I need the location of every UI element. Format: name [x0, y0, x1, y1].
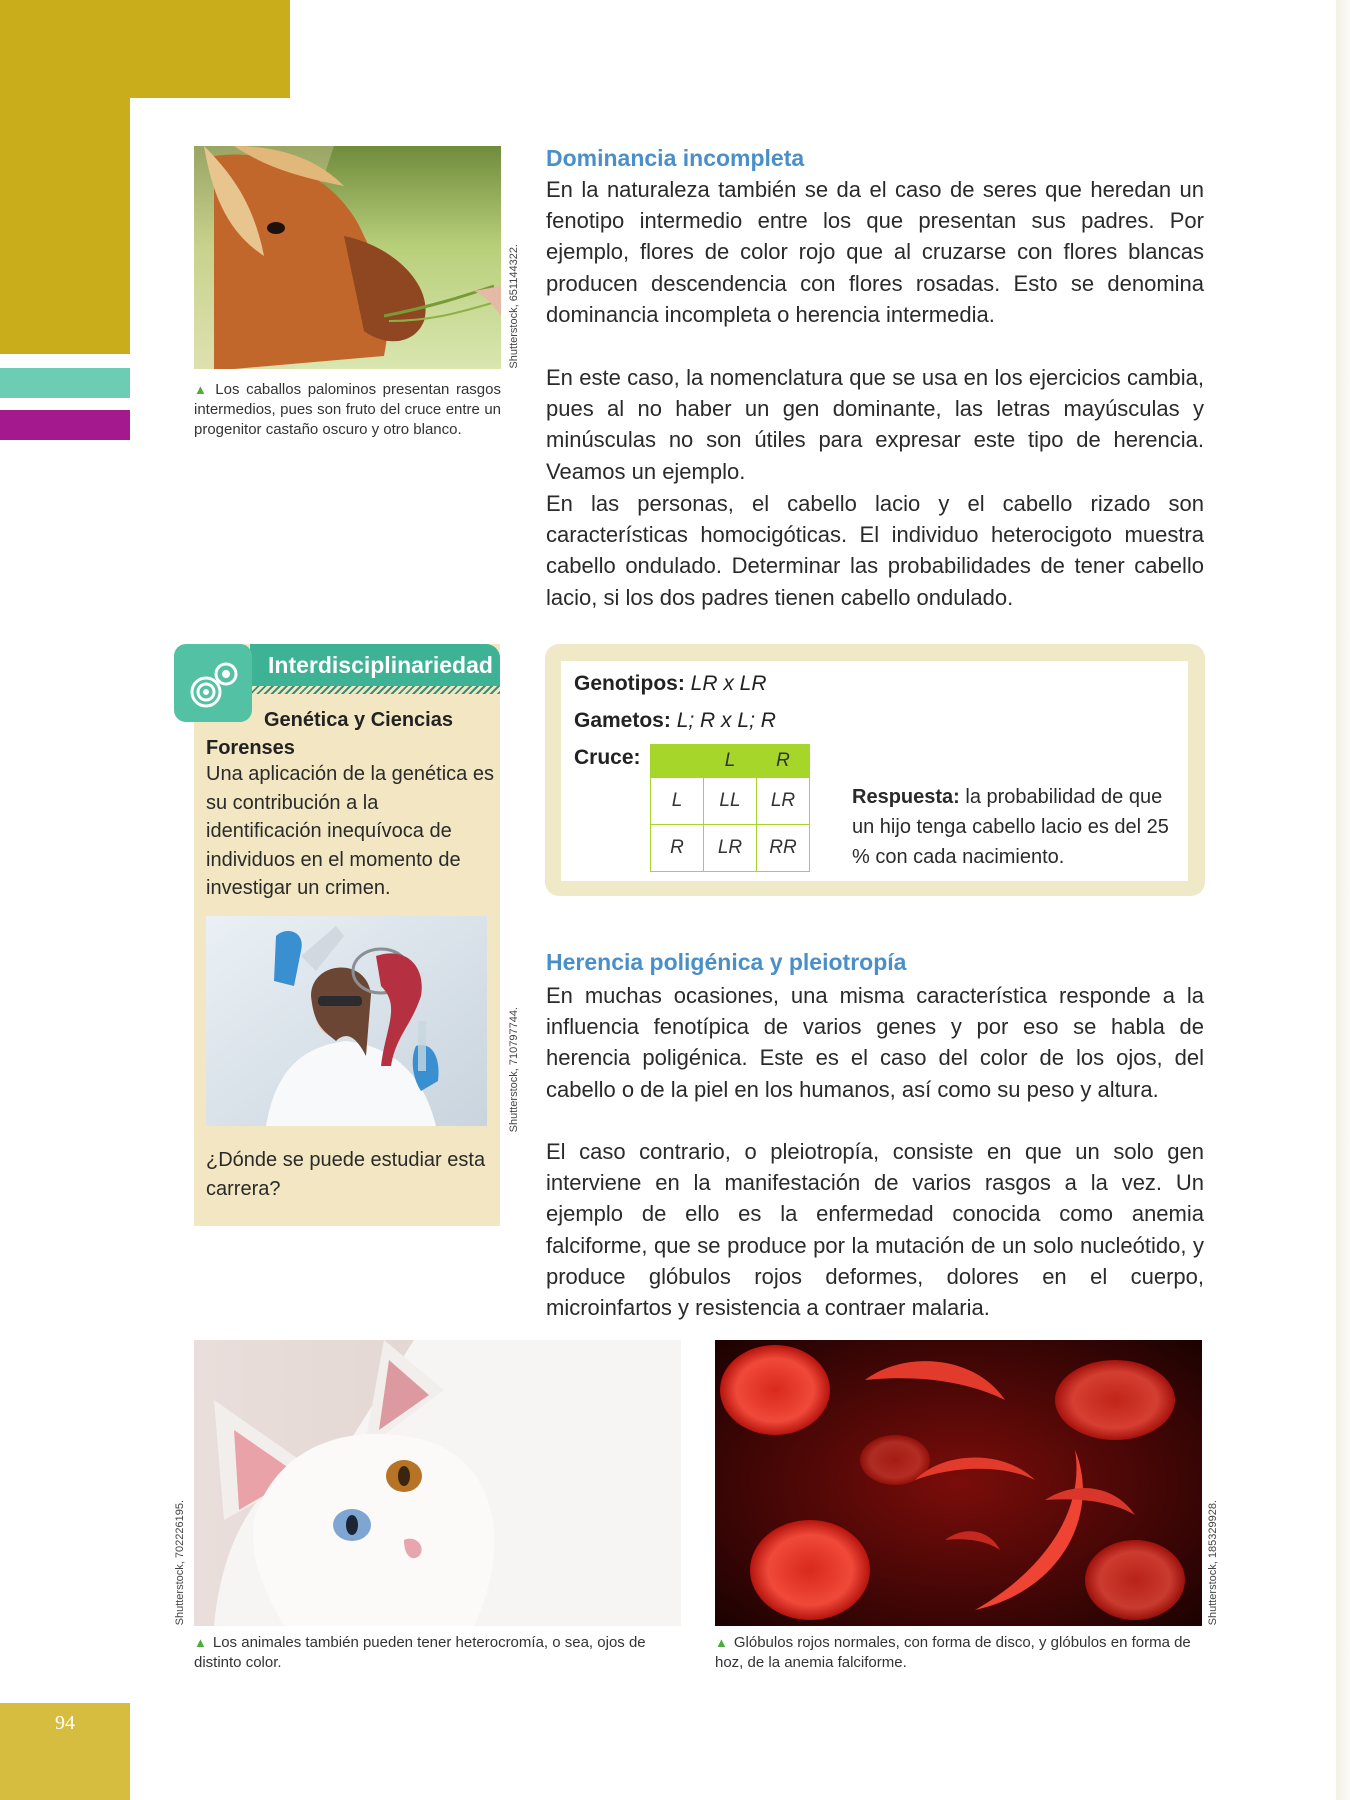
section-heading-poligenica: Herencia poligénica y pleiotropía — [546, 949, 907, 975]
cruce-label: Cruce: — [574, 746, 641, 769]
punnett-header-cell: L — [704, 745, 757, 778]
paragraph-dominancia-1: En la naturaleza también se da el caso de seres que heredan un fenotipo intermedio entre los que presentan sus padres. Por ejemplo, flores de color rojo que al cruzarse con flores blancas producen descendencia con flores rosadas. Esto se denomina dominancia incompleta o herencia intermedia. — [546, 177, 1204, 327]
punnett-corner — [651, 745, 704, 778]
interdisciplinary-text: Una aplicación de la genética es su contribución a la identificación inequívoca de individuos en el momento de investigar un crimen. — [206, 763, 494, 899]
interdisciplinary-question: ¿Dónde se puede estudiar esta carrera? — [206, 1149, 486, 1200]
punnett-row — [651, 825, 810, 872]
decorative-bar-gold — [0, 0, 290, 98]
red-blood-cells-photo — [715, 1340, 1202, 1626]
punnett-cell: LR — [757, 778, 810, 825]
punnett-cell: RR — [757, 825, 810, 872]
answer-text: la probabilidad de que un hijo tenga cabello lacio es del 25 % con cada nacimiento. — [852, 786, 1169, 868]
decorative-bar-gold-left — [0, 98, 130, 354]
cat-photo-credit: Shutterstock, 702226195. — [174, 1500, 186, 1626]
cross-answer — [852, 782, 1182, 872]
triangle-bullet-icon: ▲ — [194, 382, 210, 397]
page-number: 94 — [55, 1712, 75, 1734]
decorative-bar-teal — [0, 368, 130, 398]
paragraph-dominancia-2: En este caso, la nomenclatura que se usa en los ejercicios cambia, pues al no haber un gen dominante, las letras mayúsculas y minúsculas no son útiles para expresar este tipo de herencia. Veamos un ejemplo. — [546, 365, 1204, 484]
genotipos-value: LR x LR — [690, 672, 767, 695]
cells-photo-credit: Shutterstock, 185329928. — [1207, 1500, 1219, 1626]
punnett-row — [651, 778, 810, 825]
punnett-square — [650, 744, 810, 872]
paragraph-poligenica-2: El caso contrario, o pleiotropía, consiste en que un solo gen interviene en la manifestación de varios rasgos a la vez. Un ejemplo de ello es la enfermedad conocida como anemia falciforme, que se produce por la mutación de un solo nucleótido, y produce glóbulos rojos deformes, dolores en el cuerpo, microinfartos y resistencia a contraer malaria. — [546, 1139, 1204, 1321]
interdisciplinary-title: Interdisciplinariedad — [268, 652, 493, 678]
gametos-value: L; R x L; R — [676, 709, 776, 732]
triangle-bullet-icon: ▲ — [194, 1635, 207, 1650]
horse-caption — [194, 380, 501, 440]
punnett-header-row — [651, 745, 810, 778]
genotipos-label: Genotipos: — [574, 672, 685, 695]
interdisciplinary-subtitle: Genética y Ciencias Forenses — [206, 709, 453, 759]
genotipos-line — [574, 672, 767, 696]
gametos-label: Gametos: — [574, 709, 671, 732]
paragraph-dominancia-3: En las personas, el cabello lacio y el cabello rizado son características homocigóticas. El individuo heterocigoto muestra cabello ondulado. Determinar las probabilidades de tener cabello lacio, si los dos padres tienen cabello ondulado. — [546, 491, 1204, 610]
punnett-header-cell: R — [757, 745, 810, 778]
punnett-cell: LL — [704, 778, 757, 825]
cat-caption — [194, 1633, 681, 1673]
cells-caption — [715, 1633, 1202, 1673]
page-edge — [1336, 0, 1350, 1800]
punnett-cell: LR — [704, 825, 757, 872]
horse-photo — [194, 146, 501, 369]
answer-label: Respuesta: — [852, 786, 960, 808]
scientist-photo-credit: Shutterstock, 710797744. — [508, 1007, 520, 1133]
paragraph-poligenica-1: En muchas ocasiones, una misma característica responde a la influencia fenotípica de varios genes y por eso se habla de herencia poligénica. Este es el caso del color de los ojos, del cabello o de la piel en los humanos, así como su peso y altura. — [546, 983, 1204, 1102]
punnett-row-label: R — [651, 825, 704, 872]
gametos-line — [574, 709, 776, 733]
punnett-row-label: L — [651, 778, 704, 825]
cat-photo — [194, 1340, 681, 1626]
horse-photo-credit: Shutterstock, 651144322. — [508, 244, 520, 369]
hatch-divider — [250, 686, 500, 694]
section-heading-dominancia: Dominancia incompleta — [546, 145, 805, 171]
cat-caption-text: Los animales también pueden tener heterocromía, o sea, ojos de distinto color. — [194, 1634, 646, 1671]
scientist-photo — [206, 916, 487, 1126]
triangle-bullet-icon: ▲ — [715, 1635, 728, 1650]
cells-caption-text: Glóbulos rojos normales, con forma de disco, y glóbulos en forma de hoz, de la anemia falciforme. — [715, 1634, 1191, 1671]
horse-caption-text: Los caballos palominos presentan rasgos intermedios, pues son fruto del cruce entre un progenitor castaño oscuro y otro blanco. — [194, 381, 501, 438]
decorative-bar-magenta — [0, 410, 130, 440]
